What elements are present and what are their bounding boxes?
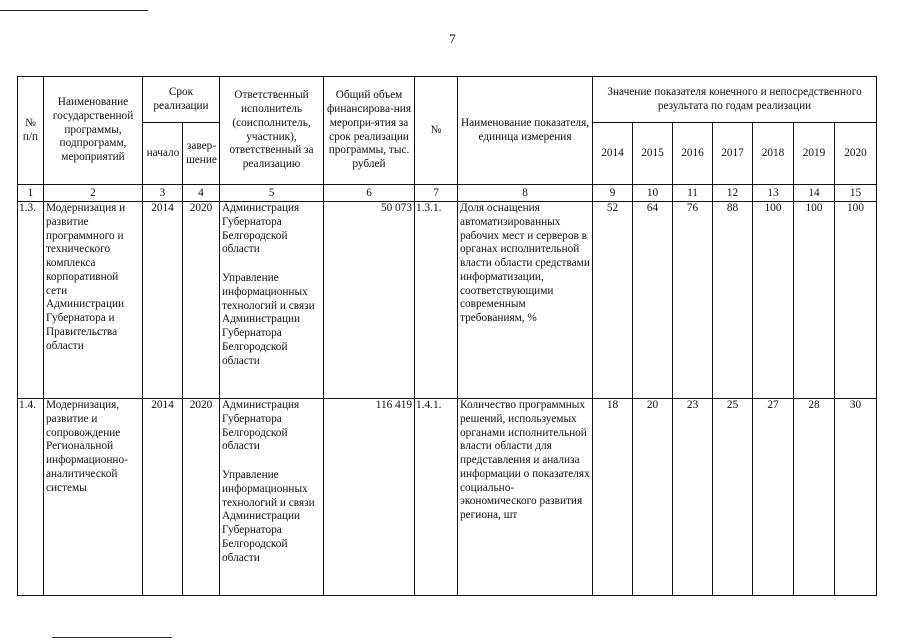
row-value: 100 [835,202,877,399]
row-indicator: Доля оснащения автоматизированных рабочих мест и серверов в органах исполнительной власти области средствами информатизации, соответствующими современным требованиям, % [458,202,593,399]
column-number-row [18,185,877,202]
header-year: 2020 [835,123,877,185]
row-value: 20 [633,399,673,596]
table-row [18,399,877,596]
column-number: 13 [753,185,794,202]
column-number: 6 [324,185,415,202]
row-end: 2020 [183,399,220,596]
row-value: 23 [673,399,713,596]
executor-primary: Администрация Губернатора Белгородской области [222,399,300,453]
top-rule [0,10,148,11]
row-indicator-num: 1.4.1. [415,399,458,596]
row-value: 76 [673,202,713,399]
header-term-start: начало [143,123,183,185]
row-num: 1.3. [18,202,44,399]
header-year: 2018 [753,123,794,185]
column-number: 11 [673,185,713,202]
header-indicator-name: Наименование показателя, единица измерения [458,77,593,185]
header-year: 2016 [673,123,713,185]
page-number: 7 [449,31,456,46]
header-year: 2015 [633,123,673,185]
program-table [17,76,877,596]
row-start: 2014 [143,202,183,399]
header-year: 2014 [593,123,633,185]
header-term: Срок реализации [143,77,220,123]
header-indicator-num: № [415,77,458,185]
header-executor: Ответственный исполнитель (соисполнитель, участник), ответственный за реализацию [220,77,324,185]
row-value: 88 [713,202,753,399]
row-indicator: Количество программных решений, используемых органами исполнительной власти области для представления и анализа информации о показателях социально-экономического развития региона, шт [458,399,593,596]
column-number: 9 [593,185,633,202]
bottom-rule [52,637,172,638]
column-number: 5 [220,185,324,202]
column-number: 8 [458,185,593,202]
column-number: 2 [44,185,143,202]
column-number: 15 [835,185,877,202]
row-value: 100 [753,202,794,399]
row-funding: 50 073 [324,202,415,399]
row-name: Модернизация, развитие и сопровождение Региональной информационно-аналитической системы [44,399,143,596]
row-num: 1.4. [18,399,44,596]
row-value: 52 [593,202,633,399]
header-num: № п/п [18,77,44,185]
executor-secondary: Управление информационных технологий и связи Администрации Губернатора Белгородской области [222,469,315,564]
header-values-group: Значение показателя конечного и непосредственного результата по годам реализации [593,77,877,123]
header-term-end: завер-шение [183,123,220,185]
header-year: 2019 [794,123,835,185]
row-value: 27 [753,399,794,596]
row-value: 64 [633,202,673,399]
row-value: 28 [794,399,835,596]
row-executor [220,202,324,399]
row-value: 25 [713,399,753,596]
column-number: 1 [18,185,44,202]
row-executor [220,399,324,596]
row-value: 100 [794,202,835,399]
row-value: 18 [593,399,633,596]
row-end: 2020 [183,202,220,399]
row-name: Модернизация и развитие программного и технического комплекса корпоративной сети Администрации Губернатора и Правительства области [44,202,143,399]
column-number: 10 [633,185,673,202]
column-number: 14 [794,185,835,202]
row-value: 30 [835,399,877,596]
column-number: 3 [143,185,183,202]
table-row [18,202,877,399]
executor-primary: Администрация Губернатора Белгородской области [222,202,300,256]
header-year: 2017 [713,123,753,185]
row-indicator-num: 1.3.1. [415,202,458,399]
row-start: 2014 [143,399,183,596]
row-funding: 116 419 [324,399,415,596]
column-number: 12 [713,185,753,202]
executor-secondary: Управление информационных технологий и связи Администрации Губернатора Белгородской области [222,272,315,367]
column-number: 4 [183,185,220,202]
header-program-name: Наименование государственной программы, подпрограмм, мероприятий [44,77,143,185]
column-number: 7 [415,185,458,202]
header-funding: Общий объем финансирова-ния меропри-ятия за срок реализации программы, тыс. рублей [324,77,415,185]
